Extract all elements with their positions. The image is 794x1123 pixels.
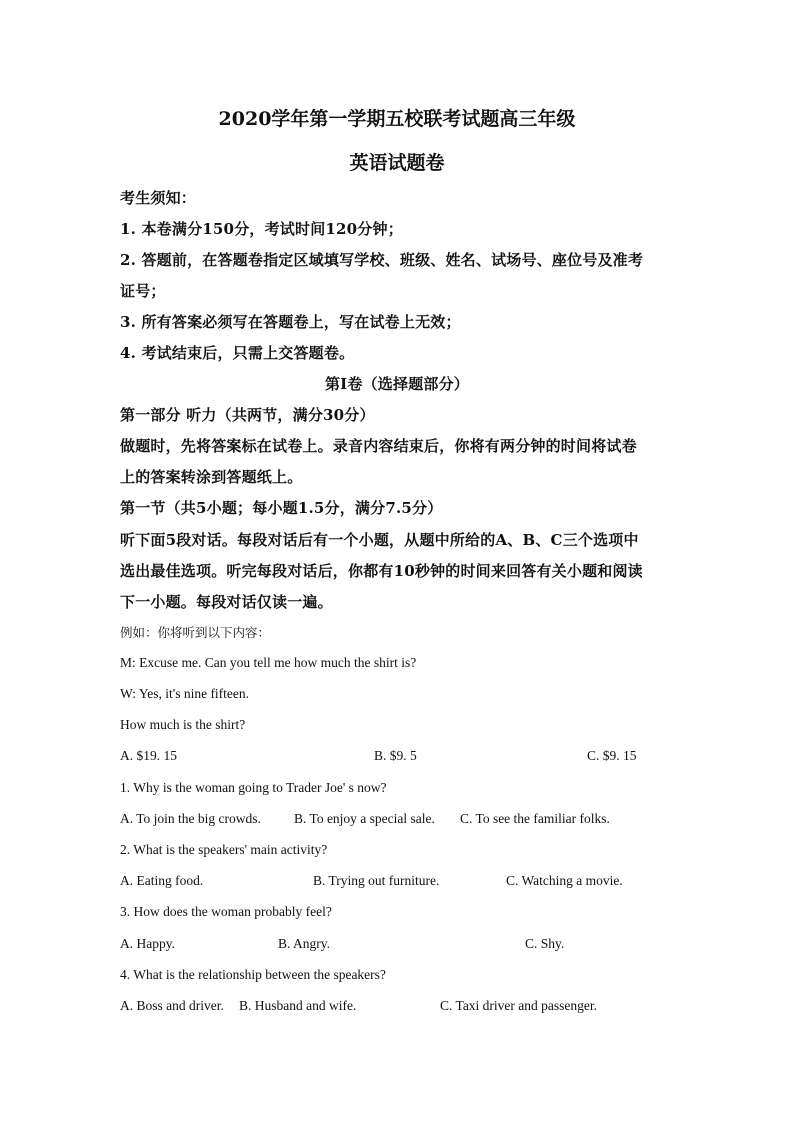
notice-heading: 考生须知： [120, 189, 197, 207]
question-option-b: B. Trying out furniture. [313, 873, 440, 888]
notice-item: 4. 考试结束后，只需上交答题卷。 [120, 344, 355, 362]
question-stem: 3. How does the woman probably feel? [120, 904, 332, 919]
question-option-a: A. Boss and driver. [120, 998, 224, 1013]
question-stem: 1. Why is the woman going to Trader Joe' s now? [120, 780, 387, 795]
part1-instruction: 做题时，先将答案标在试卷上。录音内容结束后，你将有两分钟的时间将试卷 [120, 437, 637, 455]
example-line: M: Excuse me. Can you tell me how much the shirt is? [120, 655, 417, 670]
volume-title: 第Ⅰ卷（选择题部分） [324, 375, 470, 393]
question-option-c: C. Watching a movie. [506, 873, 623, 888]
section1-instruction: 选出最佳选项。听完每段对话后，你都有10秒钟的时间来回答有关小题和阅读 [120, 562, 643, 580]
notice-item: 2. 答题前，在答题卷指定区域填写学校、班级、姓名、试场号、座位号及准考 [120, 251, 644, 269]
question-option-b: B. Husband and wife. [239, 998, 357, 1013]
notice-item: 证号； [120, 282, 166, 300]
example-option-c: C. $9. 15 [587, 748, 637, 763]
section1-heading: 第一节（共5小题；每小题1.5分，满分7.5分） [120, 499, 443, 517]
notice-item: 1. 本卷满分150分，考试时间120分钟； [120, 220, 403, 238]
question-stem: 4. What is the relationship between the speakers? [120, 967, 386, 982]
example-line: W: Yes, it's nine fifteen. [120, 686, 250, 701]
question-option-c: C. Taxi driver and passenger. [440, 998, 598, 1013]
question-option-a: A. Happy. [120, 936, 175, 951]
question-stem: 2. What is the speakers' main activity? [120, 842, 328, 857]
question-option-b: B. To enjoy a special sale. [294, 811, 435, 826]
notice-item: 3. 所有答案必须写在答题卷上，写在试卷上无效； [120, 313, 461, 331]
question-option-c: C. To see the familiar folks. [460, 811, 610, 826]
example-option-a: A. $19. 15 [120, 748, 177, 763]
example-question: How much is the shirt? [120, 717, 246, 732]
exam-subtitle: 英语试题卷 [349, 152, 445, 174]
example-option-b: B. $9. 5 [374, 748, 417, 763]
exam-title: 2020学年第一学期五校联考试题高三年级 [218, 108, 576, 130]
question-option-a: A. Eating food. [120, 873, 204, 888]
question-option-b: B. Angry. [278, 936, 331, 951]
part1-instruction: 上的答案转涂到答题纸上。 [120, 468, 303, 486]
question-option-c: C. Shy. [525, 936, 565, 951]
example-intro: 例如：你将听到以下内容： [120, 625, 271, 640]
section1-instruction: 听下面5段对话。每段对话后有一个小题，从题中所给的A、B、C三个选项中 [120, 531, 639, 549]
part1-heading: 第一部分 听力（共两节，满分30分） [120, 406, 375, 424]
section1-instruction: 下一小题。每段对话仅读一遍。 [120, 593, 333, 611]
question-option-a: A. To join the big crowds. [120, 811, 261, 826]
